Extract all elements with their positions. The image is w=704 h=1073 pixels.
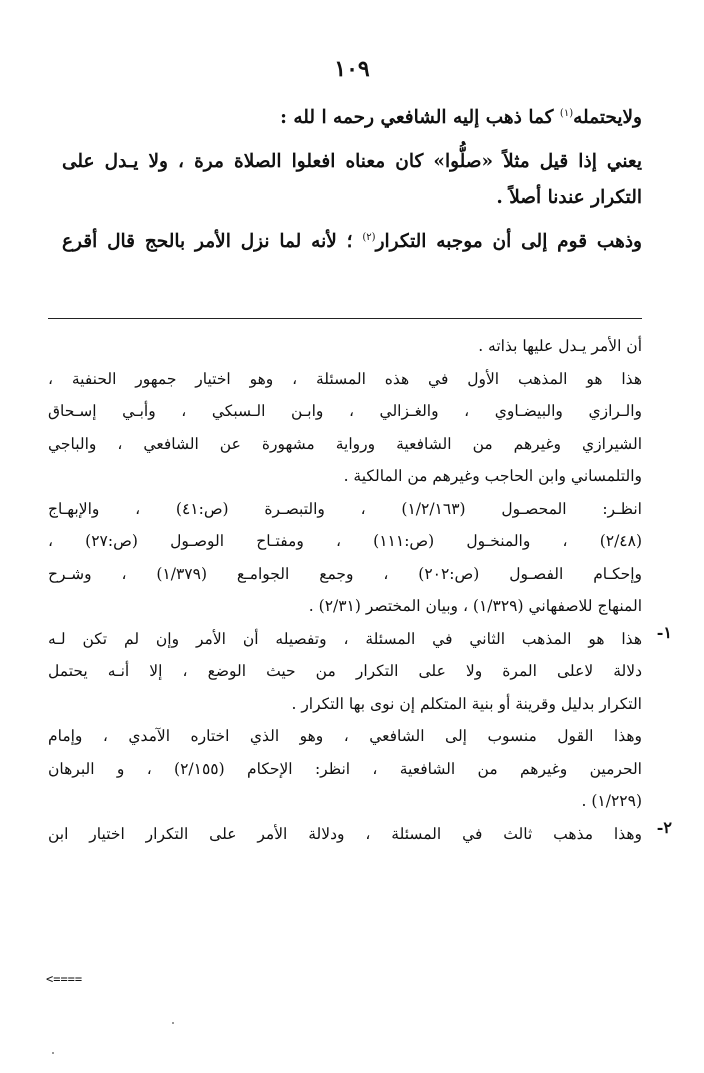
footnote-cont-line: الشيرازي وغيرهم من الشافعية ورواية مشهورة عن الشافعي ، والباجي: [48, 434, 642, 453]
footnote-cont-line: أن الأمر يـدل عليها بذاته .: [478, 337, 642, 355]
footnote-cont-line: هذا هو المذهب الأول في هذه المسئلة ، وهو اختيار جمهور الحنفية ،: [48, 369, 642, 388]
footnote-ref-1[interactable]: (١): [559, 107, 574, 119]
main-text: [62, 100, 642, 260]
footnote-1-line: الحرمين وغيرهم من الشافعية ، انظر: الإحكام (٢/١٥٥) ، و البرهان: [48, 759, 642, 778]
page-number: ١٠٩: [334, 56, 370, 82]
footnote-1-line: هذا هو المذهب الثاني في المسئلة ، وتفصيله أن الأمر وإن لم تكن لـه: [48, 629, 642, 648]
main-line-1-text: ولايحتمله: [573, 107, 642, 128]
main-line-3: التكرار عندنا أصلاً .: [496, 187, 642, 208]
footnote-2: [48, 817, 672, 851]
footnote-cont-line: والتلمساني وابن الحاجب وغيرهم من المالكية .: [343, 467, 642, 485]
speck: [52, 1052, 54, 1054]
footnote-cont-line: المنهاج للاصفهاني (١/٣٢٩) ، وبيان المختصر (٢/٣١) .: [308, 597, 642, 615]
footnote-1: [48, 622, 672, 818]
footnote-cont-line: (٢/٤٨) ، والمنخـول (ص:١١١) ، ومفتـاح الوصـول (ص:٢٧) ،: [48, 532, 643, 550]
continuation-arrow: <====: [46, 972, 83, 986]
main-line-1: [62, 100, 642, 136]
main-line-4-tail: ؛ لأنه لما نزل الأمر بالحج قال أقرع: [62, 231, 363, 252]
footnote-cont-line: وإحكـام الفصـول (ص:٢٠٢) ، وجمع الجوامـع (١/٣٧٩) ، وشـرح: [48, 564, 642, 583]
footnote-ref-2[interactable]: (٢): [362, 231, 376, 243]
footnote-1-line: دلالة لاعلى المرة ولا على التكرار من حيث الوضع ، إلا أنـه يحتمل: [48, 662, 642, 680]
footnote-cont-line: والـرازي والبيضـاوي ، والغـزالي ، وابـن الـسبكي ، وأبـي إسـحاق: [48, 402, 642, 420]
footnote-1-number: ١-: [656, 622, 672, 642]
footnote-1-line: التكرار بدليل وقرينة أو بنية المتكلم إن نوى بها التكرار .: [291, 694, 642, 713]
footnotes: [48, 330, 672, 850]
footnote-1-line: وهذا القول منسوب إلى الشافعي ، وهو الذي اختاره الآمدي ، وإمام: [48, 727, 642, 745]
main-line-4-text: وذهب قوم إلى أن موجبه التكرار: [375, 231, 642, 252]
main-line-2: يعني إذا قيل مثلاً «صلُّوا» كان معناه افعلوا الصلاة مرة ، ولا يـدل على: [62, 151, 642, 172]
footnote-2-number: ٢-: [656, 817, 672, 837]
speck: [172, 1022, 174, 1024]
footnote-1-line: (١/٢٢٩) .: [581, 792, 642, 810]
footnote-divider: [48, 318, 642, 319]
main-line-1-tail: كما ذهب إليه الشافعي رحمه ا لله :: [280, 107, 560, 128]
footnote-cont-line: انظـر: المحصـول (١/٢/١٦٣) ، والتبصـرة (ص:٤١) ، والإبهـاج: [48, 499, 642, 518]
footnote-2-line: وهذا مذهب ثالث في المسئلة ، ودلالة الأمر على التكرار اختيار ابن: [48, 824, 642, 843]
main-line-4: [62, 224, 642, 260]
